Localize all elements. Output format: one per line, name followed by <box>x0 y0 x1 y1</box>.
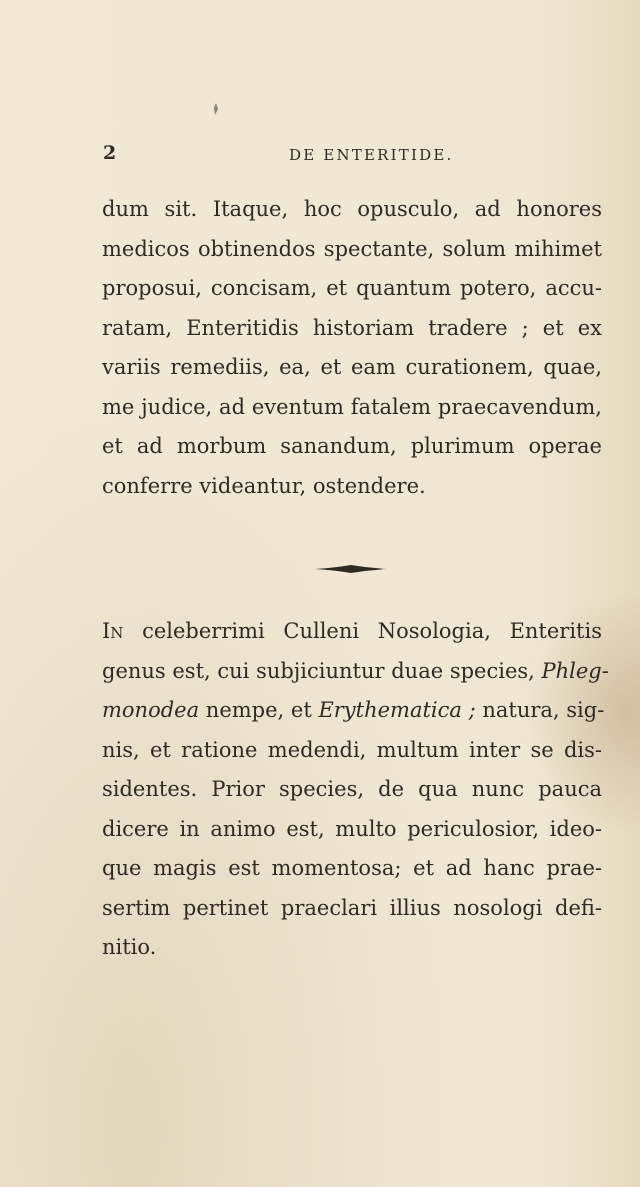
page-header <box>103 142 603 172</box>
text-line: me judice, ad eventum fatalem praecavendum, <box>102 394 602 419</box>
text-line: et ad morbum sanandum, plurimum operae <box>102 434 602 458</box>
ink-speck <box>212 103 220 115</box>
text-line: nitio. <box>102 935 157 959</box>
page-number: 2 <box>103 142 117 164</box>
text-line: nis, et ratione medendi, multum inter se dis- <box>102 737 602 762</box>
text-line: sertim pertinet praeclari illius nosologi defi- <box>102 895 602 920</box>
text-line: ratam, Enteritidis historiam tradere ; et ex <box>102 315 602 340</box>
italic-term: monodea <box>102 698 200 722</box>
text-line: medicos obtinendos spectante, solum mihimet <box>102 236 602 261</box>
running-head: DE ENTERITIDE. <box>289 146 454 164</box>
text-line: sidentes. Prior species, de qua nunc pauca <box>102 777 602 801</box>
text-line: dicere in animo est, multo periculosior, ideo- <box>102 816 602 841</box>
italic-term: Phleg- <box>541 658 609 683</box>
text-line: genus est, cui subjiciuntur duae species, Phleg- <box>102 658 609 683</box>
paragraph-2 <box>102 612 609 968</box>
text-line: dum sit. Itaque, hoc opusculo, ad honores <box>102 197 602 221</box>
section-divider-ornament <box>315 562 387 576</box>
italic-term: Erythematica ; <box>318 698 476 722</box>
paragraph-1 <box>102 190 602 506</box>
text-line: variis remediis, ea, et eam curationem, quae, <box>102 355 602 379</box>
text-line: que magis est momentosa; et ad hanc prae- <box>102 856 602 880</box>
text-line: proposui, concisam, et quantum potero, accu- <box>102 276 602 300</box>
text-line: In celeberrimi Culleni Nosologia, Enteritis <box>102 619 602 643</box>
text-line: conferre videantur, ostendere. <box>102 473 426 498</box>
text-line: monodea nempe, et Erythematica ; natura, sig- <box>102 698 605 722</box>
drop-initial: In <box>102 619 124 643</box>
